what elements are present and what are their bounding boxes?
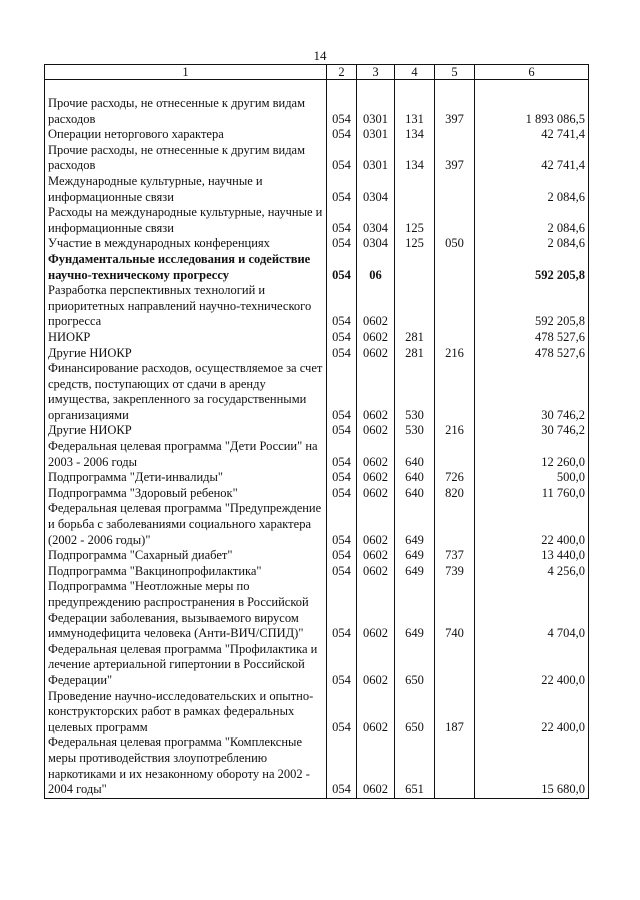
row-code-2: 054 bbox=[327, 548, 357, 564]
row-description: Другие НИОКР bbox=[45, 346, 327, 362]
row-description: Федеральная целевая программа "Предупреждение и борьба с заболеваниями социального характера (2002 - 2006 годы)" bbox=[45, 501, 327, 548]
row-code-4 bbox=[395, 174, 435, 205]
row-code-3: 0602 bbox=[357, 470, 395, 486]
budget-table bbox=[44, 64, 589, 799]
row-amount: 15 680,0 bbox=[475, 735, 589, 798]
column-header-3: 3 bbox=[357, 65, 395, 80]
row-code-3: 0301 bbox=[357, 143, 395, 174]
row-amount: 1 893 086,5 bbox=[475, 96, 589, 127]
row-amount: 592 205,8 bbox=[475, 252, 589, 283]
row-code-2: 054 bbox=[327, 283, 357, 330]
row-code-4: 650 bbox=[395, 642, 435, 689]
row-code-4: 649 bbox=[395, 564, 435, 580]
row-code-2: 054 bbox=[327, 174, 357, 205]
row-code-4 bbox=[395, 252, 435, 283]
row-description: Фундаментальные исследования и содействие научно-техническому прогрессу bbox=[45, 252, 327, 283]
table-header-row bbox=[45, 65, 589, 80]
row-code-3: 0602 bbox=[357, 330, 395, 346]
row-description: Подпрограмма "Дети-инвалиды" bbox=[45, 470, 327, 486]
row-code-4: 640 bbox=[395, 470, 435, 486]
row-code-2: 054 bbox=[327, 501, 357, 548]
row-code-4: 125 bbox=[395, 205, 435, 236]
row-code-3: 0602 bbox=[357, 423, 395, 439]
row-code-4: 134 bbox=[395, 143, 435, 174]
row-code-3: 0602 bbox=[357, 361, 395, 423]
row-amount: 30 746,2 bbox=[475, 423, 589, 439]
row-amount: 4 704,0 bbox=[475, 579, 589, 641]
row-amount: 12 260,0 bbox=[475, 439, 589, 470]
table-row bbox=[45, 564, 589, 580]
row-description: Федеральная целевая программа "Профилактика и лечение артериальной гипертонии в Российской Федерации" bbox=[45, 642, 327, 689]
row-code-5 bbox=[435, 361, 475, 423]
column-header-5: 5 bbox=[435, 65, 475, 80]
row-code-4: 640 bbox=[395, 486, 435, 502]
row-code-4: 649 bbox=[395, 548, 435, 564]
spacer-cell bbox=[395, 80, 435, 97]
row-code-5: 726 bbox=[435, 470, 475, 486]
row-description: Другие НИОКР bbox=[45, 423, 327, 439]
row-description: Международные культурные, научные и информационные связи bbox=[45, 174, 327, 205]
row-code-2: 054 bbox=[327, 96, 357, 127]
table-row bbox=[45, 642, 589, 689]
spacer-cell bbox=[327, 80, 357, 97]
row-amount: 30 746,2 bbox=[475, 361, 589, 423]
row-amount: 2 084,6 bbox=[475, 174, 589, 205]
row-code-5 bbox=[435, 205, 475, 236]
row-code-3: 0602 bbox=[357, 486, 395, 502]
row-code-2: 054 bbox=[327, 236, 357, 252]
row-code-5 bbox=[435, 174, 475, 205]
table-row bbox=[45, 470, 589, 486]
row-code-3: 06 bbox=[357, 252, 395, 283]
row-code-4: 530 bbox=[395, 423, 435, 439]
row-code-5 bbox=[435, 252, 475, 283]
row-code-3: 0602 bbox=[357, 642, 395, 689]
row-amount: 2 084,6 bbox=[475, 205, 589, 236]
column-header-2: 2 bbox=[327, 65, 357, 80]
row-description: Федеральная целевая программа "Дети России" на 2003 - 2006 годы bbox=[45, 439, 327, 470]
row-code-3: 0304 bbox=[357, 236, 395, 252]
row-code-4: 125 bbox=[395, 236, 435, 252]
row-code-3: 0304 bbox=[357, 205, 395, 236]
row-code-3: 0602 bbox=[357, 548, 395, 564]
row-code-2: 054 bbox=[327, 470, 357, 486]
row-code-4 bbox=[395, 283, 435, 330]
row-code-2: 054 bbox=[327, 439, 357, 470]
row-description: Разработка перспективных технологий и приоритетных направлений научно-технического прогресса bbox=[45, 283, 327, 330]
row-description: Подпрограмма "Неотложные меры по предупреждению распространения в Российской Федерации заболевания, вызываемого вирусом иммунодефицита человека (Анти-ВИЧ/СПИД)" bbox=[45, 579, 327, 641]
row-amount: 478 527,6 bbox=[475, 330, 589, 346]
row-amount: 11 760,0 bbox=[475, 486, 589, 502]
row-code-5 bbox=[435, 439, 475, 470]
table-row bbox=[45, 96, 589, 127]
row-description: Подпрограмма "Вакцинопрофилактика" bbox=[45, 564, 327, 580]
column-header-1: 1 bbox=[45, 65, 327, 80]
row-code-2: 054 bbox=[327, 143, 357, 174]
row-code-3: 0602 bbox=[357, 735, 395, 798]
row-code-3: 0602 bbox=[357, 579, 395, 641]
row-description: Финансирование расходов, осуществляемое за счет средств, поступающих от сдачи в аренду имущества, закрепленного за государственными организациями bbox=[45, 361, 327, 423]
column-header-4: 4 bbox=[395, 65, 435, 80]
table-row bbox=[45, 486, 589, 502]
table-body bbox=[45, 80, 589, 799]
row-amount: 478 527,6 bbox=[475, 346, 589, 362]
spacer-cell bbox=[475, 80, 589, 97]
row-description: Операции неторгового характера bbox=[45, 127, 327, 143]
table-row bbox=[45, 330, 589, 346]
row-code-3: 0304 bbox=[357, 174, 395, 205]
table-row bbox=[45, 236, 589, 252]
row-code-4: 650 bbox=[395, 689, 435, 736]
row-code-3: 0602 bbox=[357, 689, 395, 736]
row-code-5: 050 bbox=[435, 236, 475, 252]
table-row bbox=[45, 346, 589, 362]
row-code-5: 739 bbox=[435, 564, 475, 580]
row-amount: 500,0 bbox=[475, 470, 589, 486]
row-code-2: 054 bbox=[327, 564, 357, 580]
row-code-5: 740 bbox=[435, 579, 475, 641]
table-row bbox=[45, 174, 589, 205]
row-code-3: 0301 bbox=[357, 127, 395, 143]
row-description: Расходы на международные культурные, научные и информационные связи bbox=[45, 205, 327, 236]
row-code-3: 0602 bbox=[357, 283, 395, 330]
spacer-cell bbox=[357, 80, 395, 97]
row-code-5 bbox=[435, 642, 475, 689]
row-code-4: 649 bbox=[395, 579, 435, 641]
column-header-6: 6 bbox=[475, 65, 589, 80]
row-code-5: 187 bbox=[435, 689, 475, 736]
row-code-4: 530 bbox=[395, 361, 435, 423]
table-row bbox=[45, 205, 589, 236]
row-code-2: 054 bbox=[327, 346, 357, 362]
row-code-2: 054 bbox=[327, 330, 357, 346]
page-number: 14 bbox=[313, 48, 327, 63]
table-row bbox=[45, 423, 589, 439]
table-row bbox=[45, 143, 589, 174]
row-amount: 592 205,8 bbox=[475, 283, 589, 330]
spacer-cell bbox=[435, 80, 475, 97]
row-code-5 bbox=[435, 735, 475, 798]
row-amount: 4 256,0 bbox=[475, 564, 589, 580]
row-amount: 13 440,0 bbox=[475, 548, 589, 564]
row-amount: 22 400,0 bbox=[475, 501, 589, 548]
row-code-5 bbox=[435, 501, 475, 548]
row-code-4: 131 bbox=[395, 96, 435, 127]
row-code-2: 054 bbox=[327, 423, 357, 439]
row-code-2: 054 bbox=[327, 735, 357, 798]
row-description: Проведение научно-исследовательских и опытно-конструкторских работ в рамках федеральных целевых программ bbox=[45, 689, 327, 736]
row-code-2: 054 bbox=[327, 579, 357, 641]
row-amount: 42 741,4 bbox=[475, 143, 589, 174]
row-amount: 42 741,4 bbox=[475, 127, 589, 143]
row-code-2: 054 bbox=[327, 127, 357, 143]
row-code-5: 820 bbox=[435, 486, 475, 502]
row-description: Участие в международных конференциях bbox=[45, 236, 327, 252]
row-description: Федеральная целевая программа "Комплексные меры противодействия злоупотреблению наркотиками и их незаконному обороту на 2002 - 2004 годы" bbox=[45, 735, 327, 798]
row-code-5 bbox=[435, 127, 475, 143]
row-description: Подпрограмма "Сахарный диабет" bbox=[45, 548, 327, 564]
table-row bbox=[45, 548, 589, 564]
row-code-3: 0602 bbox=[357, 501, 395, 548]
row-code-5 bbox=[435, 330, 475, 346]
row-amount: 2 084,6 bbox=[475, 236, 589, 252]
row-code-5: 216 bbox=[435, 423, 475, 439]
row-code-3: 0602 bbox=[357, 346, 395, 362]
row-code-3: 0602 bbox=[357, 564, 395, 580]
row-code-5: 397 bbox=[435, 143, 475, 174]
spacer-cell bbox=[45, 80, 327, 97]
table-row bbox=[45, 252, 589, 283]
row-code-2: 054 bbox=[327, 361, 357, 423]
table-row bbox=[45, 361, 589, 423]
table-spacer-row bbox=[45, 80, 589, 97]
row-code-5 bbox=[435, 283, 475, 330]
row-amount: 22 400,0 bbox=[475, 689, 589, 736]
table-row bbox=[45, 689, 589, 736]
budget-table-container bbox=[44, 64, 588, 799]
table-row bbox=[45, 439, 589, 470]
row-description: Подпрограмма "Здоровый ребенок" bbox=[45, 486, 327, 502]
row-code-5: 216 bbox=[435, 346, 475, 362]
row-code-4: 649 bbox=[395, 501, 435, 548]
row-code-2: 054 bbox=[327, 486, 357, 502]
row-description: НИОКР bbox=[45, 330, 327, 346]
table-row bbox=[45, 735, 589, 798]
row-description: Прочие расходы, не отнесенные к другим видам расходов bbox=[45, 143, 327, 174]
row-code-4: 651 bbox=[395, 735, 435, 798]
row-code-4: 134 bbox=[395, 127, 435, 143]
row-code-4: 640 bbox=[395, 439, 435, 470]
row-code-3: 0602 bbox=[357, 439, 395, 470]
row-code-4: 281 bbox=[395, 346, 435, 362]
row-code-2: 054 bbox=[327, 689, 357, 736]
table-row bbox=[45, 501, 589, 548]
row-code-4: 281 bbox=[395, 330, 435, 346]
row-code-2: 054 bbox=[327, 642, 357, 689]
row-code-5: 737 bbox=[435, 548, 475, 564]
row-code-2: 054 bbox=[327, 252, 357, 283]
row-code-3: 0301 bbox=[357, 96, 395, 127]
row-code-2: 054 bbox=[327, 205, 357, 236]
table-row bbox=[45, 579, 589, 641]
table-row bbox=[45, 283, 589, 330]
row-code-5: 397 bbox=[435, 96, 475, 127]
row-description: Прочие расходы, не отнесенные к другим видам расходов bbox=[45, 96, 327, 127]
row-amount: 22 400,0 bbox=[475, 642, 589, 689]
table-row bbox=[45, 127, 589, 143]
